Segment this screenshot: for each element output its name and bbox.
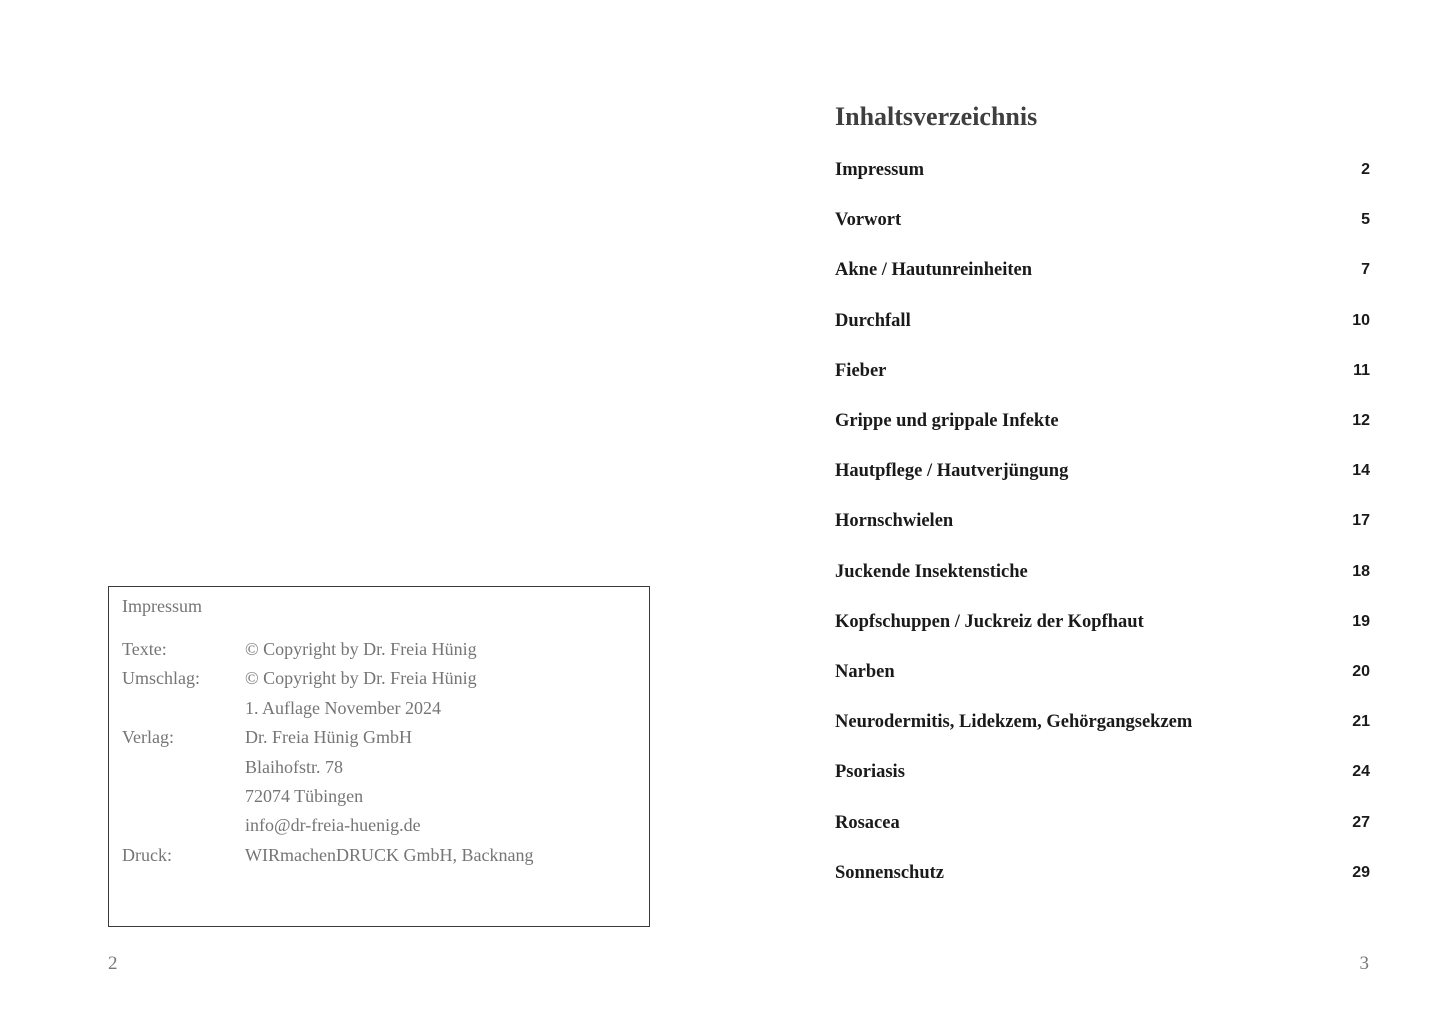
impressum-row [122,666,642,695]
impressum-label: Druck: [122,844,172,865]
toc-entry-page: 2 [1361,161,1370,179]
toc-entry[interactable] [835,458,1370,508]
toc-entry[interactable] [835,809,1370,859]
toc-entry-title: Impressum [835,160,925,181]
impressum-label: Texte: [122,639,167,659]
toc-entry[interactable] [835,709,1370,759]
toc-entry-page: 20 [1352,662,1370,680]
toc-entry[interactable] [835,508,1370,558]
toc-entry[interactable] [835,559,1370,609]
toc-entry-page: 27 [1352,813,1370,831]
impressum-value: WIRmachenDRUCK GmbH, Backnang [245,844,534,865]
toc-entry[interactable] [835,358,1370,408]
impressum-row [122,755,642,784]
toc-entry-title: Narben [835,661,895,682]
toc-entry[interactable] [835,659,1370,709]
impressum-value: Dr. Freia Hünig GmbH [245,727,412,748]
toc-entry-title: Durchfall [835,310,911,331]
impressum-row [122,813,642,842]
impressum-value: 72074 Tübingen [245,785,364,806]
impressum-row [122,843,642,872]
toc-entry-page: 11 [1353,361,1370,379]
page-number-left: 2 [108,953,118,974]
toc-entry-page: 17 [1352,512,1370,530]
toc-entry-page: 12 [1352,412,1370,430]
toc-entry-page: 18 [1352,562,1370,580]
toc-entry-title: Vorwort [835,210,902,231]
impressum-title: Impressum [122,596,202,616]
impressum-rows [122,637,642,872]
toc-entry-title: Neurodermitis, Lidekzem, Gehörgangsekzem [835,712,1193,733]
toc-entry[interactable] [835,257,1370,307]
right-page [722,0,1445,1026]
toc-entry-title: Akne / Hautunreinheiten [835,260,1033,281]
toc-entry-title: Psoriasis [835,762,905,783]
impressum-row [122,696,642,725]
toc-entry-title: Hautpflege / Hautverjüngung [835,461,1069,482]
impressum-value: Blaihofstr. 78 [245,756,343,777]
impressum-label: Umschlag: [122,668,200,689]
toc-entry-title: Sonnenschutz [835,862,944,883]
toc-entry-page: 7 [1361,261,1370,279]
page-number-right: 3 [1359,953,1369,974]
impressum-box [108,586,650,927]
toc-entry-title: Grippe und grippale Infekte [835,411,1059,432]
impressum-row [122,725,642,754]
toc-entry-page: 29 [1352,863,1370,881]
toc-entry-page: 5 [1361,211,1370,229]
impressum-row [122,637,642,666]
left-page [0,0,722,1026]
toc-entry-title: Kopfschuppen / Juckreiz der Kopfhaut [835,611,1144,632]
toc-entry-title: Juckende Insektenstiche [835,561,1028,582]
toc-entry[interactable] [835,759,1370,809]
impressum-label [122,696,245,725]
toc-entry[interactable] [835,408,1370,458]
impressum-value: info@dr-freia-huenig.de [245,815,421,836]
toc-entry-title: Rosacea [835,812,900,833]
toc-list [835,157,1370,910]
impressum-value: 1. Auflage November 2024 [245,697,441,718]
impressum-value: © Copyright by Dr. Freia Hünig [245,639,477,659]
impressum-label [122,813,245,842]
toc-entry[interactable] [835,308,1370,358]
toc-entry-page: 24 [1352,763,1370,781]
impressum-label: Verlag: [122,727,174,748]
toc-entry[interactable] [835,157,1370,207]
toc-entry[interactable] [835,860,1370,910]
impressum-label [122,784,245,813]
toc-entry-title: Hornschwielen [835,511,954,532]
toc-entry-page: 10 [1352,311,1370,329]
toc-entry-title: Fieber [835,360,887,381]
toc-entry[interactable] [835,207,1370,257]
impressum-row [122,784,642,813]
toc-entry-page: 19 [1352,612,1370,630]
toc-title: Inhaltsverzeichnis [835,102,1038,131]
toc-entry-page: 14 [1352,462,1370,480]
impressum-label [122,755,245,784]
impressum-value: © Copyright by Dr. Freia Hünig [245,668,477,689]
toc-entry-page: 21 [1352,713,1370,731]
toc-entry[interactable] [835,609,1370,659]
